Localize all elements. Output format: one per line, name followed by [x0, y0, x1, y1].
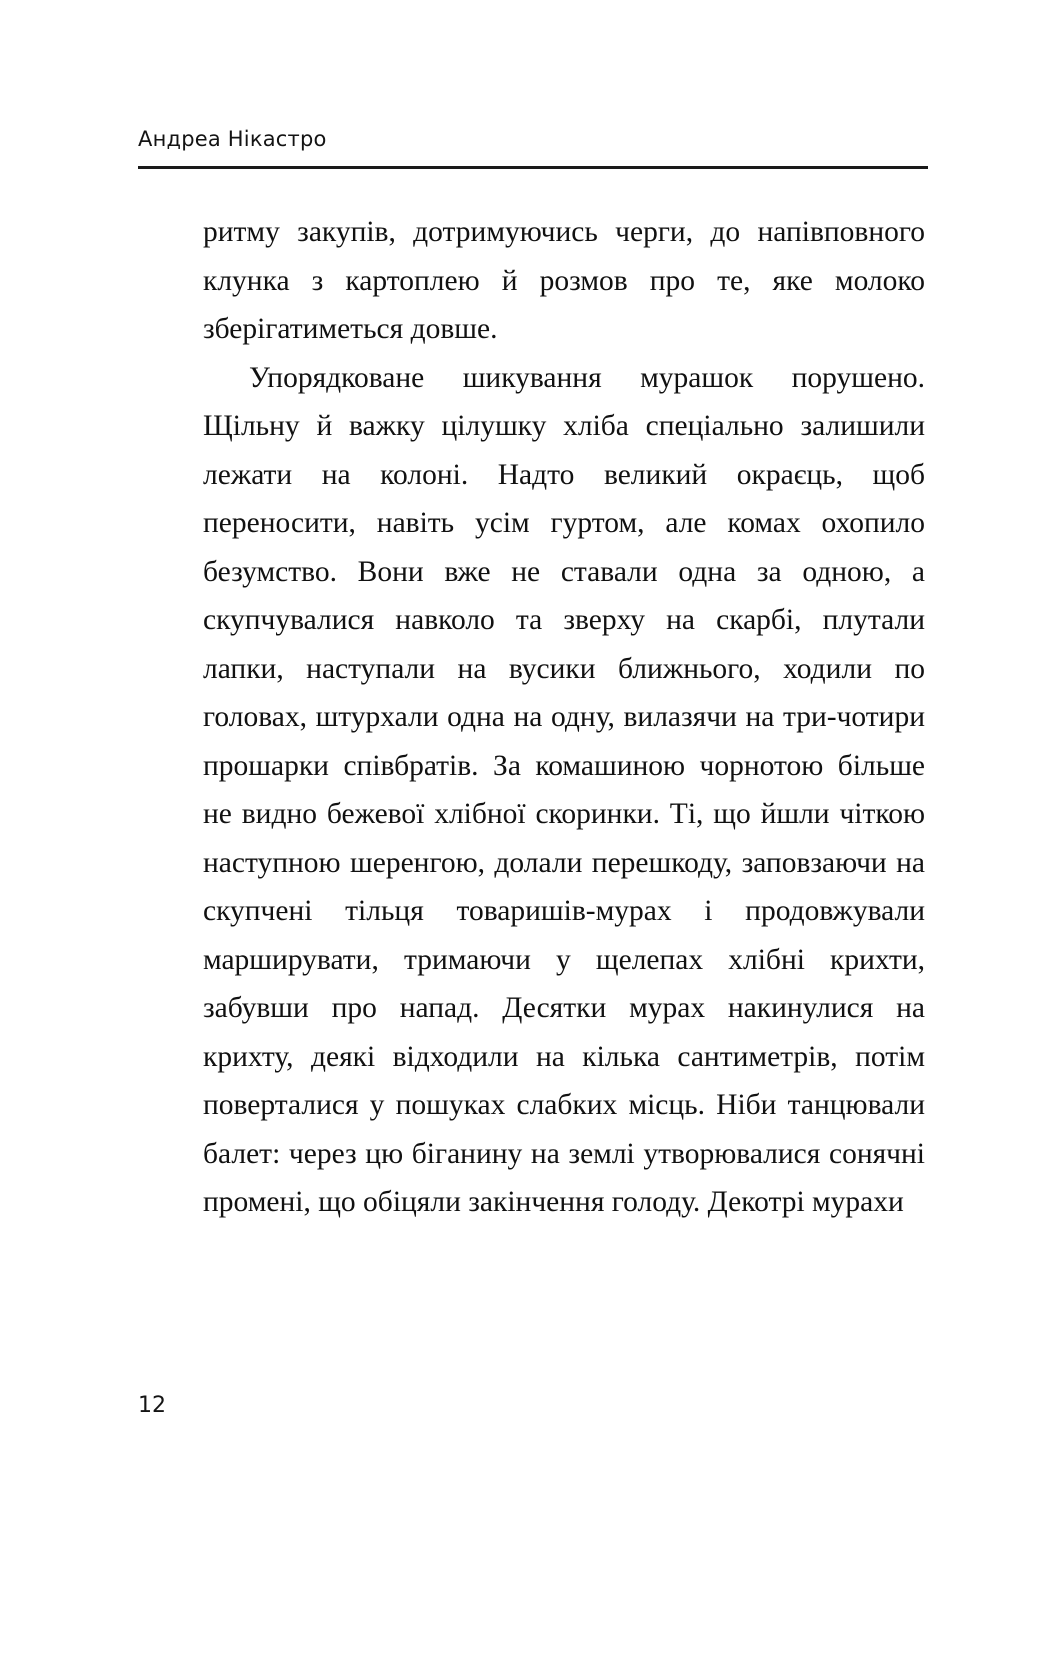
running-head [138, 128, 928, 151]
paragraph: Упорядковане шикування мурашок порушено. Щільну й важку цілушку хліба спеціально залишили лежати на колоні. Надто великий окраєць, щоб переносити, навіть усім гуртом, але комах охопило безумство. Вони вже не ставали одна за одною, а скупчувалися навколо та зверху на скарбі, плутали лапки, наступали на вусики ближнього, ходили по головах, штурхали одна на одну, вилазячи на три-чотири прошарки співбратів. За комашиною чорнотою більше не видно бежевої хлібної скоринки. Ті, що йшли чіткою наступною шеренгою, долали перешкоду, заповзаючи на скупчені тільця товаришів-мурах і продовжували марширувати, тримаючи у щелепах хлібні крихти, забувши про напад. Десятки мурах накинулися на крихту, деякі відходили на кілька сантиметрів, потім поверталися у пошуках слабких місць. Ніби танцювали балет: через цю біганину на землі утворювалися сонячні промені, що обіцяли закінчення голоду. Декотрі мурахи [203, 361, 925, 1218]
page-number: 12 [138, 1393, 166, 1418]
running-head-author: Андреа Нікастро [138, 127, 327, 151]
paragraph-continuation: ритму закупів, дотримуючись черги, до напівповного клунка з картоплею й розмов про те, яке молоко зберігатиметься довше. [203, 216, 925, 345]
header-divider [138, 166, 928, 169]
body-text [203, 208, 925, 1227]
